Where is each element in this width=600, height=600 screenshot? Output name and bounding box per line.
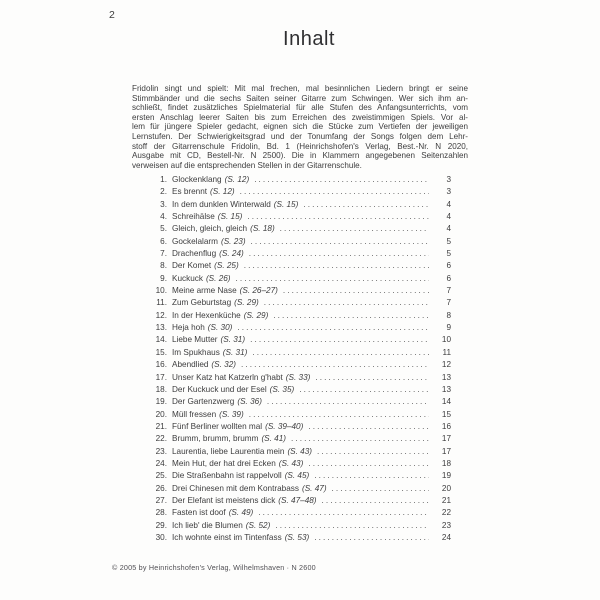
- toc-item-number: 10.: [155, 286, 167, 296]
- intro-line: schließt, findet zusätzliches Spielmaterial für alle Stufen des Anfangsunterrichts, vom: [132, 103, 468, 113]
- toc-item-page: 6: [446, 261, 451, 271]
- toc-item-page: 3: [446, 187, 451, 197]
- toc-item-page-ref: (S. 32): [211, 360, 236, 370]
- toc-item-title: Fasten ist doof: [172, 508, 226, 518]
- toc-item-number: 13.: [155, 323, 167, 333]
- toc-item-number: 7.: [160, 249, 167, 259]
- toc-item-page: 7: [446, 286, 451, 296]
- toc-item-page-ref: (S. 47): [301, 483, 327, 493]
- toc-item-number: 17.: [155, 372, 167, 382]
- toc-item-page: 10: [441, 335, 451, 345]
- toc-item-title: Laurentia, liebe Laurentia mein: [172, 446, 285, 456]
- intro-line: ersten Anschlag leerer Saiten bis zum Erreichen des zweistimmigen Spiels. Vor al-: [132, 112, 468, 122]
- toc-row: [145, 433, 451, 445]
- toc-item-page-ref: (S. 15): [273, 199, 299, 209]
- dot-leader: [317, 446, 429, 458]
- toc-item-page: 5: [446, 249, 451, 259]
- toc-item-title: Ich wohnte einst im Tintenfass: [172, 532, 282, 542]
- toc-row: [145, 297, 451, 309]
- toc-item-title: Drei Chinesen mit dem Kontrabass: [172, 483, 299, 493]
- toc-row: [145, 285, 451, 297]
- toc-item-number: 1.: [160, 175, 167, 184]
- toc-item-number: 5.: [160, 224, 167, 234]
- toc-item-number: 18.: [155, 384, 167, 394]
- toc-item-page: 13: [441, 372, 451, 382]
- toc-item-number: 6.: [160, 236, 167, 246]
- toc-item-number: 27.: [155, 495, 167, 505]
- toc-item-page: 4: [446, 224, 451, 234]
- toc-item-number: 23.: [155, 446, 167, 456]
- toc-row: [145, 260, 451, 272]
- toc-item-page-ref: (S. 33): [285, 372, 311, 382]
- dot-leader: [258, 507, 429, 519]
- toc-row: [145, 236, 451, 248]
- dot-leader: [264, 297, 429, 309]
- toc-item-page-ref: (S. 26): [205, 273, 231, 283]
- toc-item-page-ref: (S. 31): [222, 347, 248, 357]
- dot-leader: [275, 520, 429, 532]
- toc-item-number: 11.: [156, 298, 167, 308]
- toc-row: [145, 322, 451, 334]
- toc-row: [145, 470, 451, 482]
- toc-item-page: 17: [441, 434, 451, 444]
- toc-row: [145, 409, 451, 421]
- toc-row: [145, 186, 451, 198]
- dot-leader: [267, 396, 429, 408]
- toc-row: [145, 211, 451, 223]
- dot-leader: [280, 223, 429, 235]
- toc-item-title: Der Elefant ist meistens dick: [172, 495, 276, 505]
- toc-item-title: Gleich, gleich, gleich: [172, 224, 248, 234]
- toc-item-number: 2.: [160, 187, 167, 197]
- toc-item-number: 22.: [155, 434, 167, 444]
- toc-item-page: 3: [446, 175, 451, 184]
- toc-item-page-ref: (S. 25): [214, 261, 239, 271]
- toc-item-page-ref: (S. 43): [278, 458, 304, 468]
- toc-item-page: 9: [446, 323, 451, 333]
- toc-item-page: 20: [441, 483, 451, 493]
- toc-row: [145, 520, 451, 532]
- toc-item-title: Drachenflug: [172, 249, 217, 259]
- toc-item-page-ref: (S. 43): [287, 446, 313, 456]
- dot-leader: [273, 310, 429, 322]
- toc-item-page-ref: (S. 23): [220, 236, 246, 246]
- toc-item-number: 21.: [155, 421, 167, 431]
- toc-row: [145, 458, 451, 470]
- toc-row: [145, 334, 451, 346]
- toc-item-page: 23: [441, 520, 451, 530]
- intro-line: Stimmbänder und die sechs Saiten seiner Gitarre zum Schwingen. Wer sich ihm an-: [132, 93, 468, 103]
- toc-item-number: 24.: [155, 458, 167, 468]
- toc-item-page-ref: (S. 35): [269, 384, 295, 394]
- toc-item-title: Ich lieb' die Blumen: [172, 520, 243, 530]
- toc-row: [145, 223, 451, 235]
- dot-leader: [308, 421, 429, 433]
- page-number: 2: [109, 9, 115, 21]
- toc-item-title: Die Straßenbahn ist rappelvoll: [172, 471, 282, 481]
- toc-item-title: Der Komet: [172, 261, 212, 271]
- dot-leader: [252, 347, 429, 359]
- intro-line: Fridolin singt und spielt: Mit mal frechen, mal besinnlichen Liedern bringt er seine: [132, 84, 468, 93]
- dot-leader: [314, 470, 429, 482]
- toc-item-page: 12: [441, 360, 451, 370]
- toc-item-page-ref: (S. 52): [245, 520, 271, 530]
- toc-item-page-ref: (S. 29): [243, 310, 269, 320]
- toc-item-number: 16.: [155, 360, 167, 370]
- toc-item-title: Fünf Berliner wollten mal: [172, 421, 263, 431]
- toc-item-number: 25.: [155, 471, 167, 481]
- toc-item-title: Abendlied: [172, 360, 209, 370]
- toc-row: [145, 199, 451, 211]
- toc-item-title: Unser Katz hat Katzerln g'habt: [172, 372, 283, 382]
- dot-leader: [314, 532, 429, 544]
- toc-item-page-ref: (S. 15): [217, 212, 243, 222]
- dot-leader: [241, 359, 429, 371]
- dot-leader: [303, 199, 429, 211]
- toc-item-title: In dem dunklen Winterwald: [172, 199, 271, 209]
- toc-item-page: 8: [446, 310, 451, 320]
- toc-item-page: 11: [442, 347, 451, 357]
- toc-row: [145, 384, 451, 396]
- intro-line: Lernstufen. Der Schwierigkeitsgrad und der Tonumfang der Songs folgen dem Lehr-: [132, 131, 468, 141]
- toc-item-page: 4: [446, 212, 451, 222]
- toc-item-title: Im Spukhaus: [172, 347, 220, 357]
- toc-item-page-ref: (S. 30): [207, 323, 233, 333]
- toc-row: [145, 347, 451, 359]
- toc-item-page: 18: [441, 458, 451, 468]
- toc-item-number: 26.: [155, 483, 167, 493]
- toc-row: [145, 495, 451, 507]
- toc-item-page: 24: [441, 532, 451, 542]
- toc-item-number: 19.: [155, 397, 167, 407]
- toc-item-page-ref: (S. 36): [237, 397, 262, 407]
- toc-item-page: 22: [441, 508, 451, 518]
- toc-item-title: Kuckuck: [172, 273, 203, 283]
- dot-leader: [236, 273, 429, 285]
- toc-item-page: 16: [441, 421, 451, 431]
- dot-leader: [240, 186, 429, 198]
- dot-leader: [299, 384, 429, 396]
- toc-item-title: Müll fressen: [172, 409, 217, 419]
- dot-leader: [322, 495, 429, 507]
- toc-item-number: 15.: [155, 347, 167, 357]
- toc-item-page-ref: (S. 49): [228, 508, 254, 518]
- dot-leader: [308, 458, 429, 470]
- toc-item-page: 19: [441, 471, 451, 481]
- dot-leader: [249, 409, 429, 421]
- toc-row: [145, 396, 451, 408]
- toc-item-page-ref: (S. 18): [250, 224, 275, 234]
- toc-item-number: 28.: [155, 508, 167, 518]
- toc-item-title: Der Gartenzwerg: [172, 397, 235, 407]
- toc-item-page-ref: (S. 24): [219, 249, 244, 259]
- intro-line: verweisen auf die entsprechenden Stellen in der Gitarrenschule.: [132, 160, 362, 170]
- toc-row: [145, 532, 451, 544]
- dot-leader: [237, 322, 429, 334]
- toc-item-number: 14.: [155, 335, 167, 345]
- toc-item-page-ref: (S. 39): [219, 409, 244, 419]
- intro-paragraph: [132, 84, 468, 170]
- toc-item-page-ref: (S. 45): [284, 471, 310, 481]
- toc-item-title: Gockelalarm: [172, 236, 218, 246]
- dot-leader: [254, 174, 429, 186]
- toc-item-title: Brumm, brumm, brumm: [172, 434, 259, 444]
- toc-row: [145, 483, 451, 495]
- dot-leader: [249, 248, 429, 260]
- toc-row: [145, 174, 451, 186]
- toc-item-title: Schreihälse: [172, 212, 215, 222]
- toc-row: [145, 446, 451, 458]
- toc-item-page-ref: (S. 12): [224, 175, 250, 184]
- toc-item-number: 12.: [155, 310, 167, 320]
- footer-copyright: © 2005 by Heinrichshofen's Verlag, Wilhelmshaven · N 2600: [112, 563, 316, 572]
- toc-item-page: 17: [441, 446, 451, 456]
- toc-item-number: 20.: [155, 409, 167, 419]
- toc-row: [145, 273, 451, 285]
- page-title: Inhalt: [283, 28, 335, 50]
- toc-item-page-ref: (S. 29): [234, 298, 259, 308]
- toc-item-page: 5: [446, 236, 451, 246]
- toc-item-page-ref: (S. 12): [210, 187, 235, 197]
- dot-leader: [283, 285, 429, 297]
- toc-item-number: 3.: [160, 199, 167, 209]
- dot-leader: [315, 372, 429, 384]
- toc-item-page: 7: [446, 298, 451, 308]
- dot-leader: [251, 236, 429, 248]
- toc-list: [145, 174, 451, 544]
- toc-row: [145, 310, 451, 322]
- toc-item-page-ref: (S. 41): [261, 434, 287, 444]
- toc-item-page: 15: [441, 409, 451, 419]
- toc-item-page-ref: (S. 31): [220, 335, 246, 345]
- toc-item-title: Meine arme Nase: [172, 286, 237, 296]
- toc-item-page: 13: [441, 384, 451, 394]
- toc-item-title: Liebe Mutter: [172, 335, 218, 345]
- toc-row: [145, 248, 451, 260]
- toc-item-number: 9.: [160, 273, 167, 283]
- toc-item-page-ref: (S. 26–27): [239, 286, 278, 296]
- toc-item-title: Zum Geburtstag: [172, 298, 232, 308]
- toc-item-title: Es brennt: [172, 187, 208, 197]
- toc-item-number: 8.: [160, 261, 167, 271]
- intro-line: Ausgabe mit CD, Bestell-Nr. N 2500). Die in Klammern angegebenen Seitenzahlen: [132, 151, 468, 161]
- dot-leader: [332, 483, 429, 495]
- toc-item-page: 21: [441, 495, 451, 505]
- toc-item-page-ref: (S. 47–48): [278, 495, 317, 505]
- toc-row: [145, 372, 451, 384]
- dot-leader: [250, 334, 429, 346]
- toc-item-number: 29.: [155, 520, 167, 530]
- dot-leader: [244, 260, 429, 272]
- dot-leader: [291, 433, 429, 445]
- toc-item-page: 14: [441, 397, 451, 407]
- toc-item-title: Heja hoh: [172, 323, 205, 333]
- toc-item-page-ref: (S. 39–40): [265, 421, 304, 431]
- toc-item-page: 6: [446, 273, 451, 283]
- toc-row: [145, 507, 451, 519]
- toc-item-title: In der Hexenküche: [172, 310, 241, 320]
- intro-line: lem für jüngere Spieler gedacht, eignen sich die Stücke zum Vertiefen der jeweiligen: [132, 122, 468, 132]
- dot-leader: [247, 211, 429, 223]
- toc-row: [145, 421, 451, 433]
- toc-row: [145, 359, 451, 371]
- toc-item-number: 4.: [160, 212, 167, 222]
- toc-item-title: Mein Hut, der hat drei Ecken: [172, 458, 276, 468]
- toc-item-page: 4: [446, 199, 451, 209]
- intro-line: stoff der Gitarrenschule Fridolin, Bd. 1 (Heinrichshofen's Verlag, Best.-Nr. N 2020,: [132, 141, 468, 151]
- toc-item-title: Der Kuckuck und der Esel: [172, 384, 267, 394]
- toc-item-title: Glockenklang: [172, 175, 222, 184]
- toc-item-page-ref: (S. 53): [284, 532, 310, 542]
- toc-item-number: 30.: [155, 532, 167, 542]
